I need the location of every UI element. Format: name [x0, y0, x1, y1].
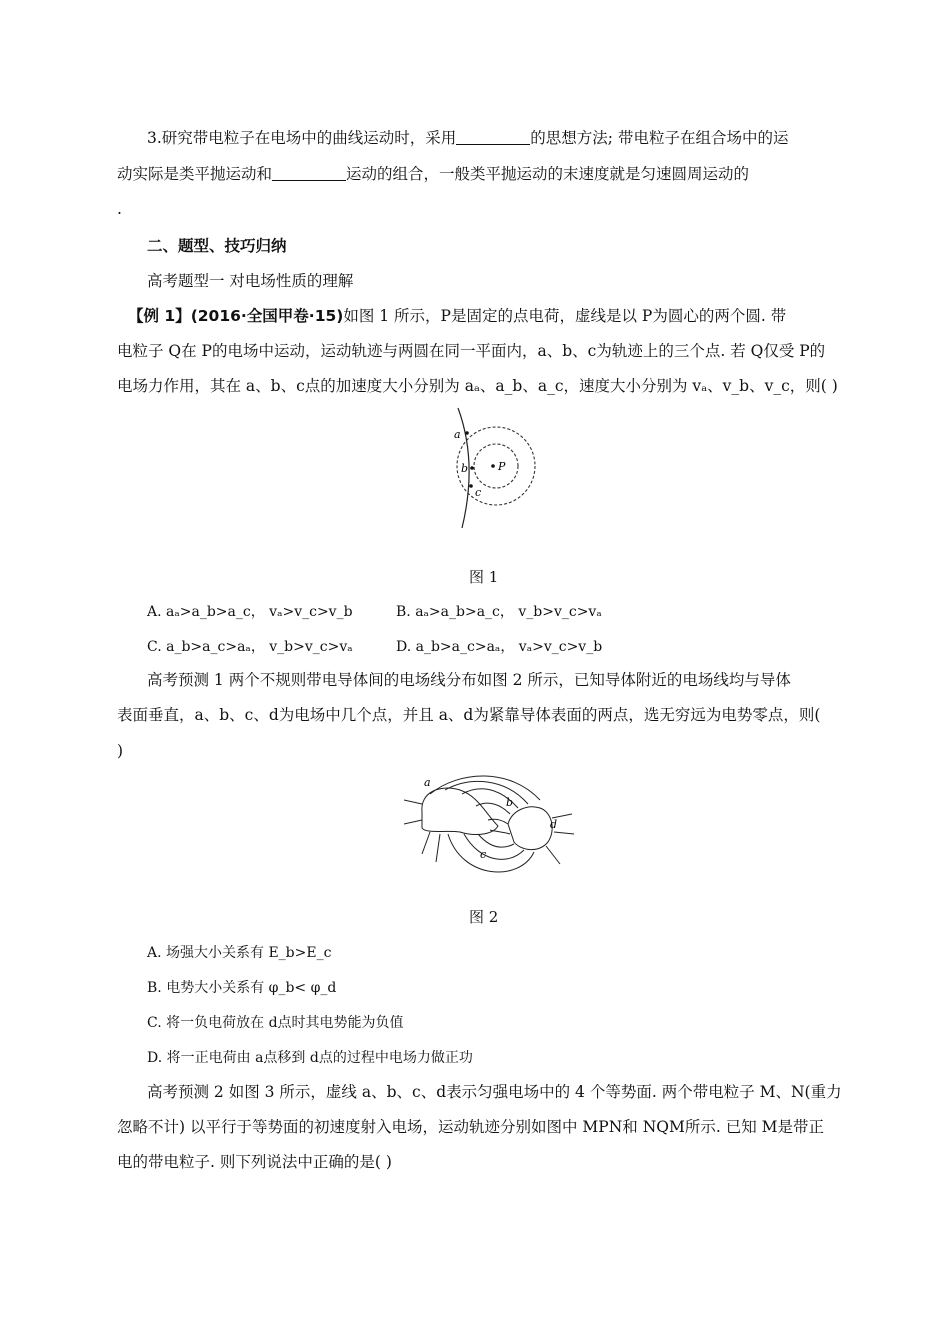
point-c [469, 484, 473, 488]
field-line [478, 834, 514, 847]
pred1-line-2: 表面垂直，a、b、c、d为电场中几个点，并且 a、d为紧靠导体表面的两点，选无穷远为电势零点，则( [117, 706, 821, 724]
q3-line-2 [117, 164, 749, 184]
type1-title: 高考题型一 对电场性质的理解 [147, 272, 354, 290]
point-b [470, 466, 474, 470]
q3-blank-1[interactable] [456, 130, 530, 145]
ex1-line-2: 电粒子 Q在 P的电场中运动，运动轨迹与两圆在同一平面内，a、b、c为轨迹上的三个点. 若 Q仅受 P的 [117, 342, 826, 360]
pred2-line-3: 电的带电粒子. 则下列说法中正确的是( ) [117, 1153, 392, 1171]
field-line [436, 834, 440, 862]
inner-equipotential-circle [474, 444, 518, 488]
pred1-line-3: ) [117, 742, 124, 760]
field-line [422, 832, 430, 854]
ex1-option-a[interactable]: A. aₐ>a_b>a_c， vₐ>v_c>v_b [147, 604, 353, 620]
figure-2-diagram [400, 770, 585, 885]
figure-1-caption: 图 1 [469, 568, 499, 586]
q3-text-1b: 的思想方法; 带电粒子在组合场中的运 [530, 129, 789, 147]
ex1-line-1 [128, 306, 786, 326]
label-b: b [506, 796, 514, 809]
q3-line-3: . [117, 200, 122, 218]
point-a [465, 431, 469, 435]
label-a: a [454, 428, 461, 441]
field-line [404, 820, 422, 824]
field-line [464, 834, 524, 859]
field-line [476, 803, 510, 814]
pred1-option-b[interactable]: B. 电势大小关系有 φ_b< φ_d [147, 980, 337, 996]
q3-blank-2[interactable] [272, 166, 346, 181]
field-line [404, 800, 422, 804]
section-title: 二、题型、技巧归纳 [147, 237, 287, 255]
pred1-line-1: 高考预测 1 两个不规则带电导体间的电场线分布如图 2 所示，已知导体附近的电场线均与导体 [147, 671, 791, 689]
right-conductor [508, 807, 552, 850]
left-conductor [422, 788, 498, 834]
pred2-line-2: 忽略不计) 以平行于等势面的初速度射入电场，运动轨迹分别如图中 MPN和 NQM所示. 已知 M是带正 [117, 1118, 824, 1136]
pred1-option-d[interactable]: D. 将一正电荷由 a点移到 d点的过程中电场力做正功 [147, 1050, 473, 1066]
figure-1-diagram [440, 402, 550, 532]
label-d: d [550, 818, 558, 831]
q3-text-1a: 3.研究带电粒子在电场中的曲线运动时，采用 [147, 129, 457, 147]
label-p: P [498, 460, 506, 473]
pred1-option-a[interactable]: A. 场强大小关系有 E_b>E_c [147, 945, 332, 961]
q3-text-2b: 运动的组合，一般类平抛运动的末速度就是匀速圆周运动的 [346, 165, 750, 183]
charge-p [491, 464, 495, 468]
field-line [490, 830, 510, 834]
q3-line-1 [147, 128, 788, 148]
label-b: b [461, 462, 469, 475]
ex1-text-1: 如图 1 所示，P是固定的点电荷，虚线是以 P为圆心的两个圆. 带 [343, 307, 787, 325]
ex1-option-c[interactable]: C. a_b>a_c>aₐ， v_b>v_c>vₐ [147, 639, 353, 655]
ex1-line-3: 电场力作用，其在 a、b、c点的加速度大小分别为 aₐ、a_b、a_c，速度大小分别为 vₐ、v_b、v_c，则( ) [117, 377, 838, 395]
ex1-option-d[interactable]: D. a_b>a_c>aₐ， vₐ>v_c>v_b [396, 639, 603, 655]
ex1-option-b[interactable]: B. aₐ>a_b>a_c， v_b>v_c>vₐ [396, 604, 602, 620]
field-line [546, 846, 560, 864]
field-line [488, 819, 508, 824]
ex1-tag: 【例 1】 [128, 307, 191, 325]
pred2-line-1: 高考预测 2 如图 3 所示，虚线 a、b、c、d表示匀强电场中的 4 个等势面. 两个带电粒子 M、N(重力 [147, 1083, 842, 1101]
q3-text-2a: 动实际是类平抛运动和 [117, 165, 273, 183]
label-a: a [424, 776, 431, 789]
field-line [445, 781, 528, 804]
field-line [554, 832, 574, 834]
label-c: c [480, 848, 487, 861]
ex1-source: (2016·全国甲卷·15) [190, 307, 344, 325]
label-c: c [475, 486, 482, 499]
pred1-option-c[interactable]: C. 将一负电荷放在 d点时其电势能为负值 [147, 1015, 404, 1031]
figure-2-caption: 图 2 [469, 908, 499, 926]
